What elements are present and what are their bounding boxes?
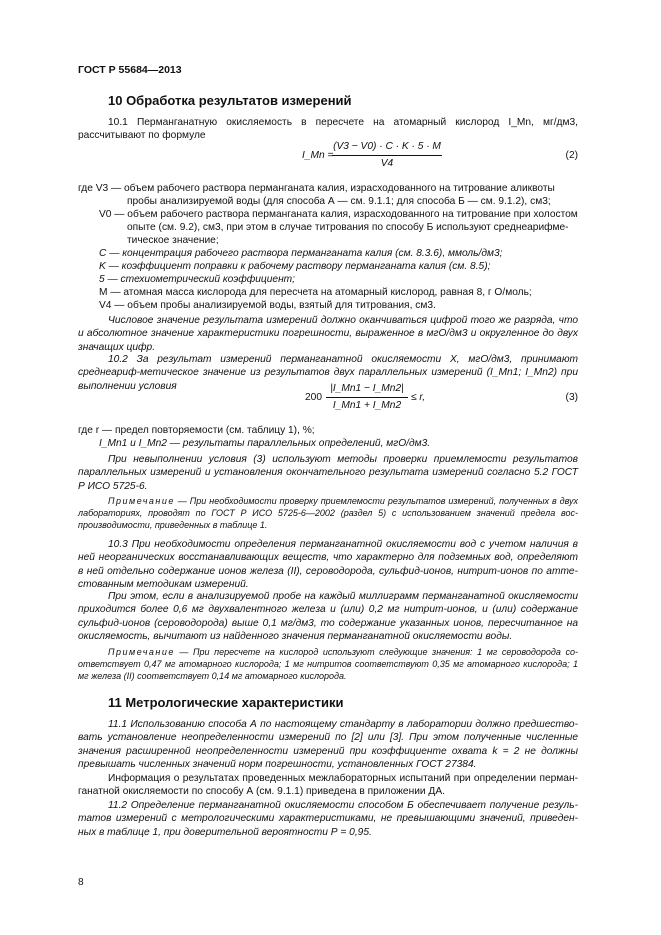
def-k: K — коэффициент поправки к рабочему раствору перманганата калия (см. 8.5); [99, 261, 491, 272]
formula-2-numerator: (V3 − V0) · C · K · 5 · M [333, 141, 441, 152]
def-v0: V0 — объем рабочего раствора перманганата калия, израсходованного на титрование при холостом [99, 209, 578, 220]
paragraph-11-2: 11.2 Определение перманганатной окисляемости способом Б обеспечивает получение резуль-татов измерений с метрологическими характеристиками, не превышающими значений, приведен-ных в таблице 1, при доверительной вероятности Р = 0,95. [78, 800, 578, 838]
formula-3-denominator: I_Mn1 + I_Mn2 [332, 400, 402, 411]
formula-2-fraction-bar [332, 155, 442, 156]
paragraph-10-1: 10.1 Перманганатную окисляемость в пересчете на атомарный кислород I_Mn, мг/дм3, рассчитывают по формуле [78, 117, 578, 142]
paragraph-10-2: 10.2 За результат измерений перманганатной окисляемости X, мгО/дм3, принимают среднеариф-метическое значение из результатов двух параллельных измерений (I_Mn1; I_Mn2) при выполнении условия [78, 354, 578, 392]
paragraph-deduction: При этом, если в анализируемой пробе на каждый миллиграмм перманганатной окисляемости приходится более 0,6 мг двухвалентного железа и (или) 0,2 мг нитрит-ионов, и (или) содержание сульфид-ионов (сероводорода) выше 0,1 мг/дм3, то содержание указанных ионов, пересчитанное на окисляемость, вычитают из найденного значения перманганатной окисляемости воды. [78, 591, 578, 642]
formula-3-coefficient: 200 [305, 392, 322, 403]
page-number: 8 [78, 877, 84, 888]
def-m: М — атомная масса кислорода для пересчета на атомарный кислород, равная 8, г О/моль; [99, 287, 532, 298]
section-11-title: 11 Метрологические характеристики [108, 695, 344, 710]
paragraph-11-1: 11.1 Использованию способа А по настоящему стандарту в лаборатории должно предшество-вать установление неопределенности измерений по [2] или [3]. При этом полученные численные значения расширенной неопределенности измерений при коэффициенте охвата k = 2 не должны превышать численных значений норм погрешности, установленных ГОСТ 27384. [78, 719, 578, 770]
def-5: 5 — стехиометрический коэффициент; [99, 274, 296, 285]
formula-3-fraction-bar [326, 397, 408, 398]
note-1-label: Примечание [108, 496, 175, 506]
formula-3-numerator: |I_Mn1 − I_Mn2| [330, 383, 404, 394]
formula-3-number: (3) [565, 392, 578, 403]
def-v4: V4 — объем пробы анализируемой воды, взятый для титрования, см3. [99, 300, 436, 311]
def-r: где r — предел повторяемости (см. таблицу 1), %; [78, 425, 315, 436]
document-header: ГОСТ Р 55684—2013 [78, 64, 182, 76]
def-v0-cont2: тическое значение; [127, 235, 219, 246]
def-v0-cont: опыте (см. 9.2), см3, при этом в случае титрования по способу Б используют среднеарифме- [127, 222, 569, 233]
paragraph-10-3: 10.3 При необходимости определения перманганатной окисляемости вод с учетом наличия в ней неорганических восстанавливающих веществ, что характерно для подземных вод, определяют в ней отдельно содержание ионов железа (II), сероводорода, сульфид-ионов, нитрит-ионов по атте-стованным методикам измерений. [78, 539, 578, 590]
note-1-text: — При необходимости проверку приемлемости результатов измерений, полученных в двух лабораториях, проводят по ГОСТ Р ИСО 5725-6—2002 (раздел 5) с использованием значений предела вос-производимости, приведенных в таблице 1. [78, 496, 578, 530]
note-2-text: — При пересчете на кислород используют следующие значения: 1 мг сероводорода со-ответствует 0,47 мг атомарного кислорода; 1 мг нитритов соответствуют 0,35 мг атомарного кислорода; 1 мг железа (II) соответствует 0,14 мг атомарного кислорода. [78, 647, 578, 681]
paragraph-11-info: Информация о результатах проведенных межлабораторных испытаний при определении перман-ганатной окисляемости по способу А (см. 9.1.1) приведена в приложении ДА. [78, 773, 578, 798]
section-10-title: 10 Обработка результатов измерений [108, 93, 352, 108]
paragraph-nonfulfillment: При невыполнении условия (3) используют методы проверки приемлемости результатов параллельных измерений и установления окончательного результата измерений согласно 5.2 ГОСТ Р ИСО 5725-6. [78, 454, 578, 492]
formula-2-denominator: V4 [380, 158, 394, 169]
formula-3-rhs: ≤ r, [411, 392, 426, 403]
note-2-label: Примечание [108, 647, 175, 657]
def-c: С — концентрация рабочего раствора перманганата калия (см. 8.3.6), ммоль/дм3; [99, 248, 503, 259]
paragraph-precision: Числовое значение результата измерений должно оканчиваться цифрой того же разряда, что и абсолютное значение характеристики погрешности, выраженное в мгО/дм3 и округленное до двух значащих цифр. [78, 315, 578, 353]
formula-2-lhs: I_Mn = [302, 150, 334, 161]
note-1 [78, 495, 578, 531]
note-2 [78, 646, 578, 682]
def-v3-cont: пробы анализируемой воды (для способа А — см. 9.1.1; для способа Б — см. 9.1.2), см3; [127, 196, 551, 207]
def-imn: I_Mn1 и I_Mn2 — результаты параллельных определений, мгО/дм3. [99, 438, 431, 449]
formula-2-number: (2) [565, 150, 578, 161]
def-v3: где V3 — объем рабочего раствора перманганата калия, израсходованного на титрование аликвоты [78, 183, 555, 194]
